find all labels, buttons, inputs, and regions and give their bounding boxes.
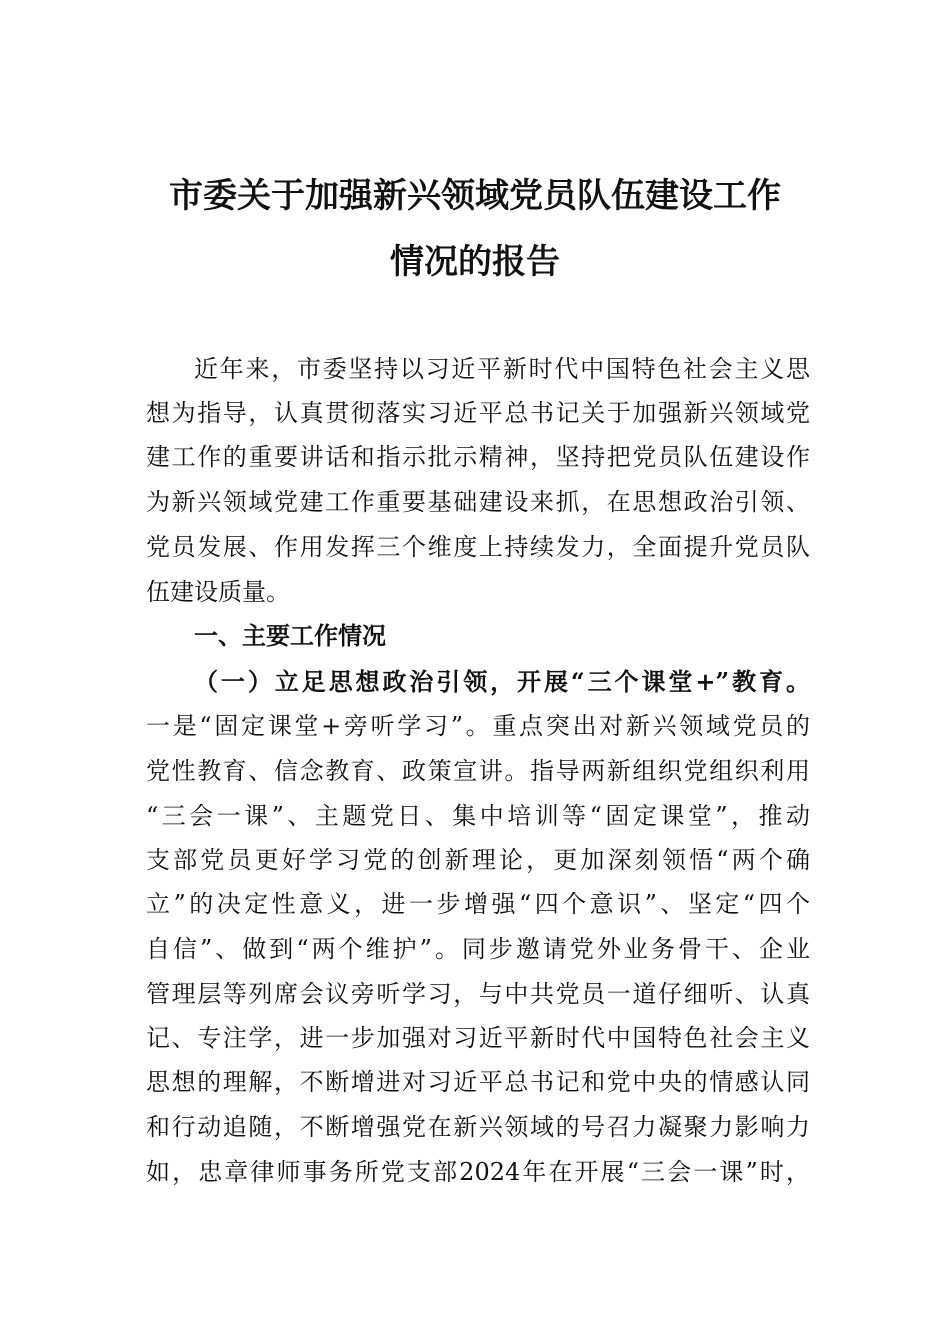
body-line: 一是“固定课堂+旁听学习”。重点突出对新兴领域党员的 [146, 712, 810, 740]
document-title-line-2: 情况的报告 [390, 242, 560, 282]
intro-line: 想为指导，认真贯彻落实习近平总书记关于加强新兴领域党 [146, 399, 810, 427]
body-line: 和行动追随，不断增强党在新兴领域的号召力凝聚力影响力 [146, 1113, 810, 1141]
intro-line: 党员发展、作用发挥三个维度上持续发力，全面提升党员队 [146, 533, 810, 561]
body-line: 立”的决定性意义，进一步增强“四个意识”、坚定“四个 [146, 890, 810, 918]
section-heading: 一、主要工作情况 [194, 622, 386, 650]
subsection-heading: （一）立足思想政治引领，开展“三个课堂+”教育。 [194, 667, 810, 696]
intro-line: 近年来，市委坚持以习近平新时代中国特色社会主义思 [194, 355, 810, 383]
body-line: 如，忠章律师事务所党支部2024年在开展“三会一课”时， [146, 1158, 810, 1186]
body-line: 支部党员更好学习党的创新理论，更加深刻领悟“两个确 [146, 846, 810, 874]
body-line: 党性教育、信念教育、政策宣讲。指导两新组织党组织利用 [146, 757, 810, 785]
body-line: 思想的理解，不断增进对习近平总书记和党中央的情感认同 [146, 1068, 810, 1096]
body-line: 自信”、做到“两个维护”。同步邀请党外业务骨干、企业 [146, 935, 810, 963]
body-line: 记、专注学，进一步加强对习近平新时代中国特色社会主义 [146, 1024, 810, 1052]
document-title-line-1: 市委关于加强新兴领域党员队伍建设工作 [169, 176, 781, 216]
intro-line: 伍建设质量。 [146, 578, 290, 606]
intro-line: 为新兴领域党建工作重要基础建设来抓，在思想政治引领、 [146, 488, 810, 516]
intro-line: 建工作的重要讲话和指示批示精神，坚持把党员队伍建设作 [146, 443, 810, 471]
body-line: “三会一课”、主题党日、集中培训等“固定课堂”，推动 [146, 802, 810, 830]
body-line: 管理层等列席会议旁听学习，与中共党员一道仔细听、认真 [146, 980, 810, 1008]
